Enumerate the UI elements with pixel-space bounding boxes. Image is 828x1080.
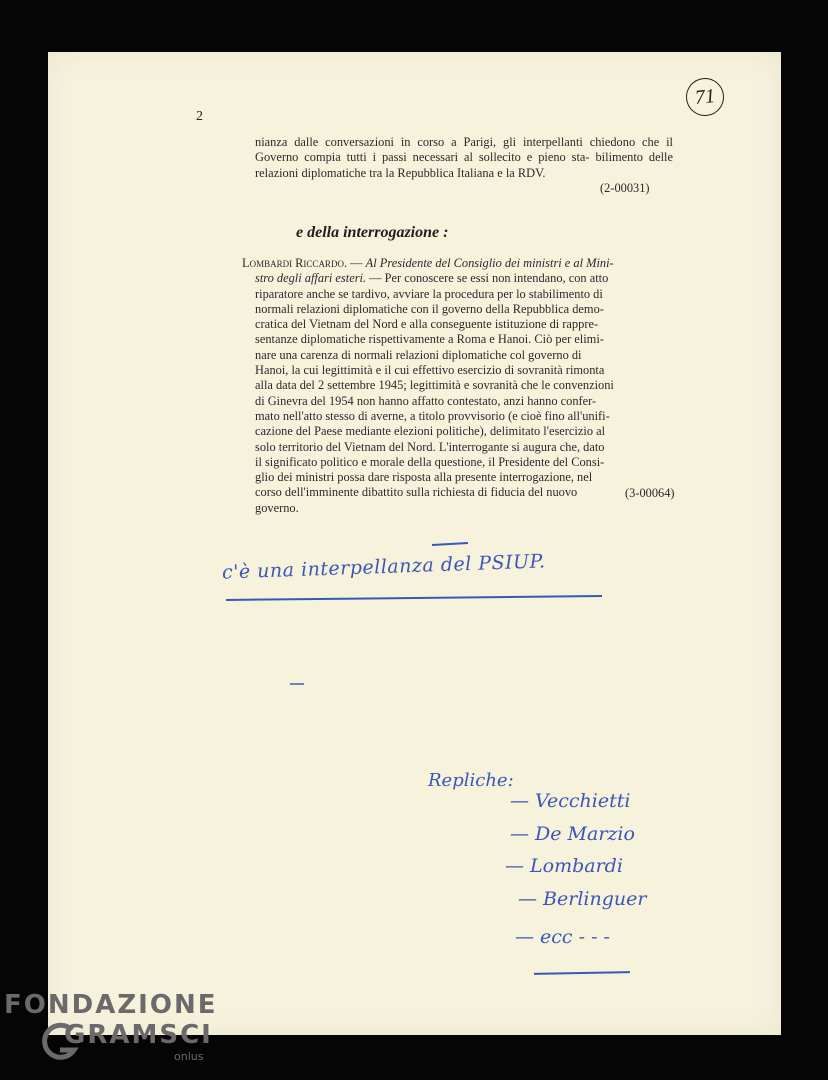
handwritten-reply-item: — Lombardi <box>505 855 623 877</box>
text-line: nianza dalle conversazioni in corso a Parigi, gli interpellanti chiedono <box>255 135 636 149</box>
handwritten-reply-item: — Berlinguer <box>518 888 647 910</box>
text-line: alla data del 2 settembre 1945; legittimità e sovranità che le convenzioni <box>255 378 614 393</box>
addressee: Al Presidente del Consiglio dei ministri e al Mini- <box>365 256 614 270</box>
addressee-continued: stro degli affari esteri. <box>255 271 367 286</box>
text-line: — Per conoscere se essi non intendano, con atto <box>366 271 609 286</box>
text-line: Hanoi, la cui legittimità e il cui effettivo esercizio di sovranità rimonta <box>255 363 605 378</box>
interrogazione-text-block: Lombardi Riccardo. — Al Presidente del Consiglio dei ministri e al Mini- stro degli affari esteri. — Per conoscere se essi non intendano, con atto riparatore anche se tardivo, avviare la procedura per lo stabilimento di normali relazioni diplomatiche con il governo della Repubblica demo- cratica del Vietnam del Nord e alla conseguente istituzione di rappre- sentanze diplomatiche rispettivamente a Roma e Hanoi. Ciò per elimi- nare una carenza di normali relazioni diplomatiche col governo di Hanoi, la cui legittimità e il cui effettivo esercizio di sovranità rimonta alla data del 2 settembre 1945; legittimità e sovranità che le convenzioni di Ginevra del 1954 non hanno affatto contestato, anzi hanno confer- mato nell'atto stesso di averne, a titolo provvisorio (e cioè fino all'unifi- cazione del Paese mediante elezioni politiche), delimitato l'esercizio al solo territorio del Vietnam del Nord. L'interrogante si augura che, dato il significato politico e morale della questione, il Presidente del Consi- glio dei ministri possa dare risposta alla presente interrogazione, nel corso dell'imminente dibattito sulla richiesta di fiducia del nuovo governo. <box>242 256 673 516</box>
watermark-suffix: onlus <box>174 1050 204 1063</box>
text-line: corso dell'imminente dibattito sulla richiesta di fiducia del nuovo <box>255 485 578 500</box>
text-line: mato nell'atto stesso di averne, a titolo provvisorio (e cioè fino all'unifi- <box>255 408 610 423</box>
handwritten-reply-item: — Vecchietti <box>510 790 631 812</box>
text-line: cratica del Vietnam del Nord e alla conseguente istituzione di rappre- <box>255 317 599 332</box>
watermark-line2: GRAMSCI <box>64 1020 213 1050</box>
handwritten-reply-item: — ecc - - - <box>515 926 610 948</box>
text-line: la RDV. <box>505 165 546 180</box>
text-line: governo. <box>255 500 299 515</box>
text-line: che il Governo compia tutti i passi necessari al sollecito e pieno sta- <box>255 135 673 165</box>
text-line: riparatore anche se tardivo, avviare la procedura per lo stabilimento di <box>255 286 603 301</box>
watermark-line1: FONDAZIONE <box>4 990 218 1020</box>
author-name: Lombardi Riccardo. <box>242 256 348 270</box>
text-line: bilimento delle relazioni diplomatiche tra la Repubblica Italiana e <box>255 150 673 180</box>
handwritten-reply-item: — De Marzio <box>510 823 635 845</box>
reference-code: (3-00064) <box>625 486 675 500</box>
text-line: solo territorio del Vietnam del Nord. L'interrogante si augura che, dato <box>255 439 605 454</box>
document-page <box>48 52 781 1035</box>
handwritten-note: c'è una interpellanza del PSIUP. <box>221 550 546 584</box>
text-line: il significato politico e morale della questione, il Presidente del Consi- <box>255 454 605 469</box>
page-number: 2 <box>196 109 203 124</box>
fondazione-gramsci-watermark <box>4 990 218 1070</box>
circled-page-annotation: 71 <box>684 76 726 118</box>
section-heading: e della interrogazione : <box>296 224 449 241</box>
reference-code: (2-00031) <box>600 181 650 195</box>
text-line: sentanze diplomatiche rispettivamente a Roma e Hanoi. Ciò per elimi- <box>255 332 604 347</box>
text-line: nare una carenza di normali relazioni diplomatiche col governo di <box>255 347 582 362</box>
text-line: normali relazioni diplomatiche con il governo della Repubblica demo- <box>255 301 604 316</box>
text-line: di Ginevra del 1954 non hanno affatto contestato, anzi hanno confer- <box>255 393 597 408</box>
handwritten-repliche-label: Repliche: <box>428 770 514 791</box>
pencil-mark <box>290 683 304 685</box>
text-line: cazione del Paese mediante elezioni politiche), delimitato l'esercizio al <box>255 424 606 439</box>
text-line: glio dei ministri possa dare risposta alla presente interrogazione, nel <box>255 470 593 485</box>
interpellanza-text-block <box>255 135 673 181</box>
